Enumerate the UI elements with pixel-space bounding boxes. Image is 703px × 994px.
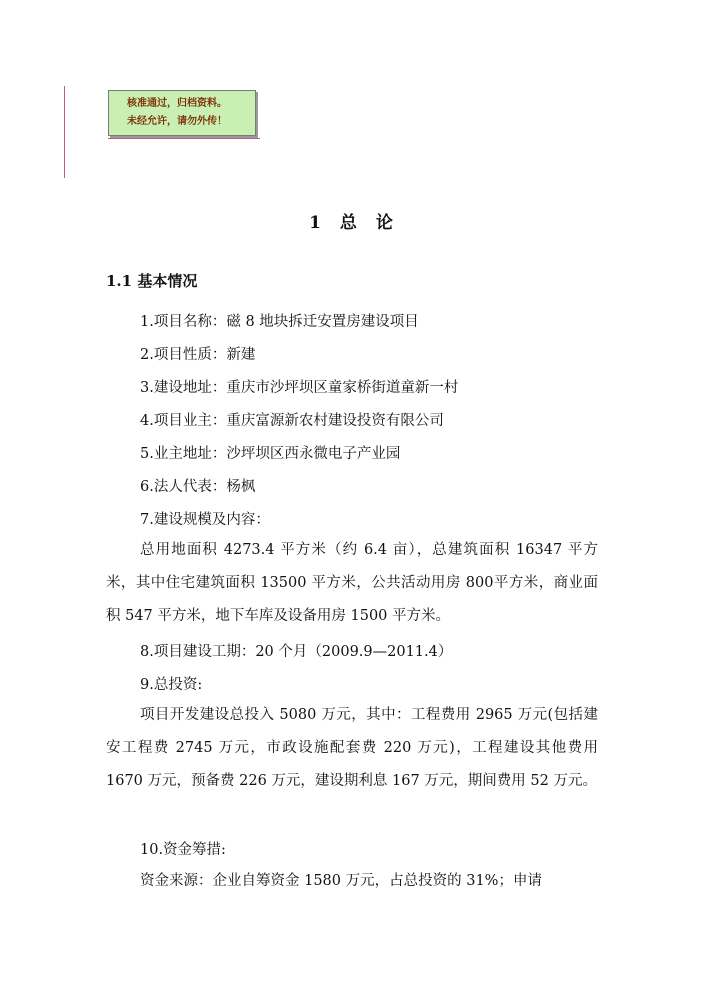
chapter-title: 1 总 论	[309, 213, 394, 233]
funding-paragraph: 资金来源：企业自筹资金 1580 万元，占总投资的 31%；申请	[140, 873, 542, 889]
approval-stamp	[108, 90, 256, 136]
item-construction-period: 8.项目建设工期：20 个月（2009.9—2011.4）	[140, 644, 453, 660]
item-project-address: 3.建设地址：重庆市沙坪坝区童家桥街道童新一村	[140, 380, 459, 396]
stamp-underline	[108, 138, 260, 139]
item-construction-scale: 7.建设规模及内容：	[140, 512, 270, 528]
scale-paragraph: 总用地面积 4273.4 平方米（约 6.4 亩），总建筑面积 16347 平方米，其中住宅建筑面积 13500 平方米，公共活动用房 800平方米，商业面积 547 平方米，地下车库及设备用房 1500 平方米。	[106, 542, 598, 624]
stamp-line-1: 核准通过，归档资料。	[127, 98, 227, 109]
section-heading: 1.1 基本情况	[106, 272, 198, 290]
item-project-owner: 4.项目业主：重庆富源新农村建设投资有限公司	[140, 413, 444, 429]
item-owner-address: 5.业主地址：沙坪坝区西永微电子产业园	[140, 446, 401, 462]
item-project-name: 1.项目名称：磁 8 地块拆迁安置房建设项目	[140, 314, 419, 330]
item-funding: 10.资金筹措:	[140, 842, 226, 858]
item-project-nature: 2.项目性质：新建	[140, 347, 256, 363]
item-total-investment: 9.总投资:	[140, 677, 203, 693]
stamp-line-2: 未经允许，请勿外传！	[127, 116, 227, 127]
margin-line	[64, 86, 65, 178]
item-legal-representative: 6.法人代表：杨枫	[140, 479, 256, 495]
investment-paragraph: 项目开发建设总投入 5080 万元，其中：工程费用 2965 万元(包括建安工程费 2745 万元，市政设施配套费 220 万元)，工程建设其他费用 1670 万元，预备费 226 万元，建设期利息 167 万元，期间费用 52 万元。	[106, 707, 598, 789]
